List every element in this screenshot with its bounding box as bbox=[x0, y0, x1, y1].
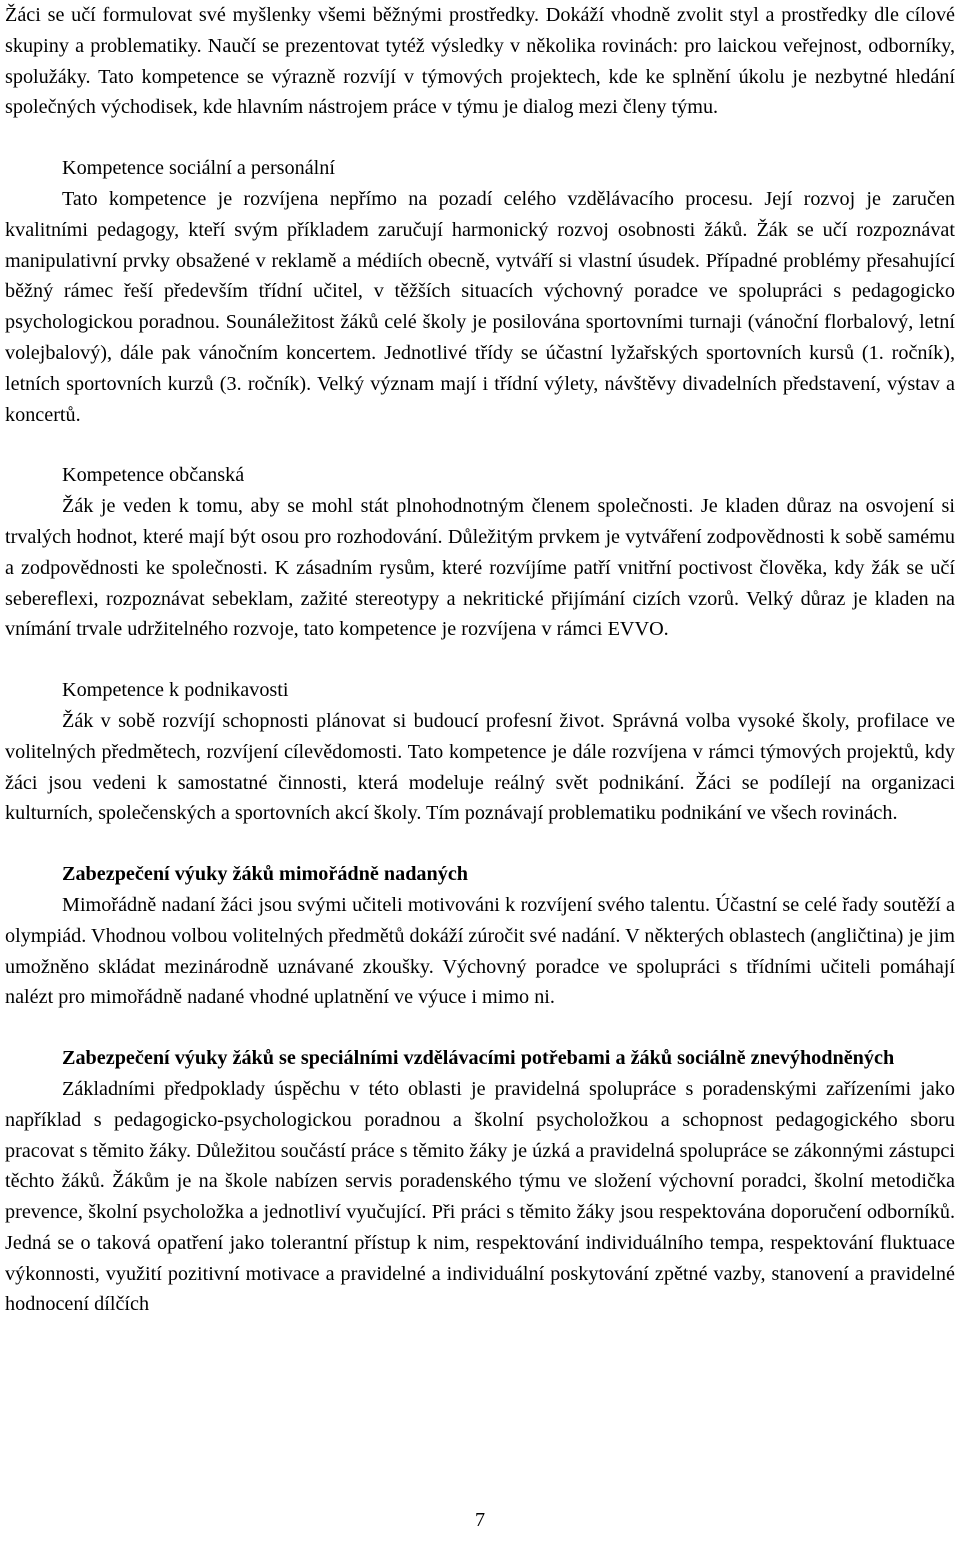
intro-paragraph: Žáci se učí formulovat své myšlenky všemi běžnými prostředky. Dokáží vhodně zvolit styl a prostředky dle cílové skupiny a problematiky. Naučí se prezentovat tytéž výsledky v několika rovinách: pro laickou veřejnost, odborníky, spolužáky. Tato kompetence se výrazně rozvíjí v týmových projektech, kde ke splnění úkolu je nezbytné hledání společných východisek, kde hlavním nástrojem práce v týmu je dialog mezi členy týmu. bbox=[5, 4, 955, 119]
document-page bbox=[5, 0, 955, 1320]
spacer bbox=[5, 829, 955, 859]
spacer bbox=[5, 645, 955, 675]
section-heading-entrepreneurship: Kompetence k podnikavosti bbox=[62, 679, 289, 702]
section-body-social: Tato kompetence je rozvíjena nepřímo na pozadí celého vzdělávacího procesu. Její rozvoj je zaručen kvalitními pedagogy, kteří svým příkladem zaručují harmonický rozvoj osobnosti žáků. Žák se učí rozpoznávat manipulativní prvky obsažené v reklamě a médiích obecně, vytváří si vlastní úsudek. Případné problémy přesahující běžný rámec řeší především třídní učitel, v těžších situacích výchovný poradce ve spolupráci s pedagogicko psychologickou poradnou. Sounáležitost žáků celé školy je posilována sportovními turnaji (vánoční florbalový, letní volejbalový), dále pak vánočním koncertem. Jednotlivé třídy se účastní lyžařských sportovních kursů (1. ročník), letních sportovních kurzů (3. ročník). Velký význam mají i třídní výlety, návštěvy divadelních představení, výstav a koncertů. bbox=[5, 187, 955, 426]
section-body-special-needs: Základními předpoklady úspěchu v této oblasti je pravidelná spolupráce s poradenskými zařízeními jako například s pedagogicko-psychologickou poradnou a školní psycholožkou a schopnost pedagogického sboru pracovat s těmito žáky. Důležitou součástí práce s těmito žáky je úzká a pravidelná spolupráce se zákonnými zástupci těchto žáků. Žákům je na škole nabízen servis poradenského týmu ve složení výchovní poradci, školní metodička prevence, školní psycholožka a jednotliví vyučující. Při práci s těmito žáky jsou respektována doporučení odborníků. Jedná se o taková opatření jako tolerantní přístup k nim, respektování individuálního tempa, respektování fluktuace výkonnosti, využití pozitivní motivace a pravidelné a individuální poskytování zpětné vazby, stanovení a pravidelné hodnocení dílčích bbox=[5, 1077, 955, 1316]
section-heading-gifted: Zabezpečení výuky žáků mimořádně nadaných bbox=[62, 863, 469, 886]
section-heading-social: Kompetence sociální a personální bbox=[62, 157, 335, 180]
section-heading-civic: Kompetence občanská bbox=[62, 464, 245, 487]
page-number: 7 bbox=[474, 1509, 486, 1531]
section-body-gifted: Mimořádně nadaní žáci jsou svými učiteli motivováni k rozvíjení svého talentu. Účastní se celé řady soutěží a olympiád. Vhodnou volbou volitelných předmětů dokáží zúročit své nadání. V některých oblastech (angličtina) je jim umožněno skládat mezinárodně uznávané zkoušky. Výchovný poradce ve spolupráci s třídními učiteli pomáhají nalézt pro mimořádně nadané vhodné uplatnění ve výuce i mimo ni. bbox=[5, 893, 955, 1009]
spacer bbox=[5, 430, 955, 460]
section-body-entrepreneurship: Žák v sobě rozvíjí schopnosti plánovat si budoucí profesní život. Správná volba vysoké školy, profilace ve volitelných předmětech, rozvíjení cílevědomosti. Tato kompetence je dále rozvíjena v rámci týmových projektů, kdy žáci jsou vedeni k samostatné činnosti, která modeluje reálný svět podnikání. Žáci se podílejí na organizaci kulturních, společenských a sportovních akcí školy. Tím poznávají problematiku podnikání ve všech rovinách. bbox=[5, 709, 955, 825]
section-body-civic: Žák je veden k tomu, aby se mohl stát plnohodnotným členem společnosti. Je kladen důraz na osvojení si trvalých hodnot, které mají být osou pro rozhodování. Důležitým prvkem je vytváření zodpovědnosti k sobě samému a zodpovědnosti ke společnosti. K zásadním rysům, které rozvíjíme patří vnitřní poctivost člověka, kdy žák se učí sebereflexi, rozpoznávat sebeklam, zažité stereotypy a nekritické přijímání cizích vzorů. Velký důraz je kladen na vnímání trvale udržitelného rozvoje, tato kompetence je rozvíjena v rámci EVVO. bbox=[5, 495, 955, 641]
spacer bbox=[5, 123, 955, 153]
spacer bbox=[5, 1013, 955, 1043]
section-heading-special-needs: Zabezpečení výuky žáků se speciálními vzdělávacími potřebami a žáků sociálně znevýhodněných bbox=[62, 1047, 895, 1070]
